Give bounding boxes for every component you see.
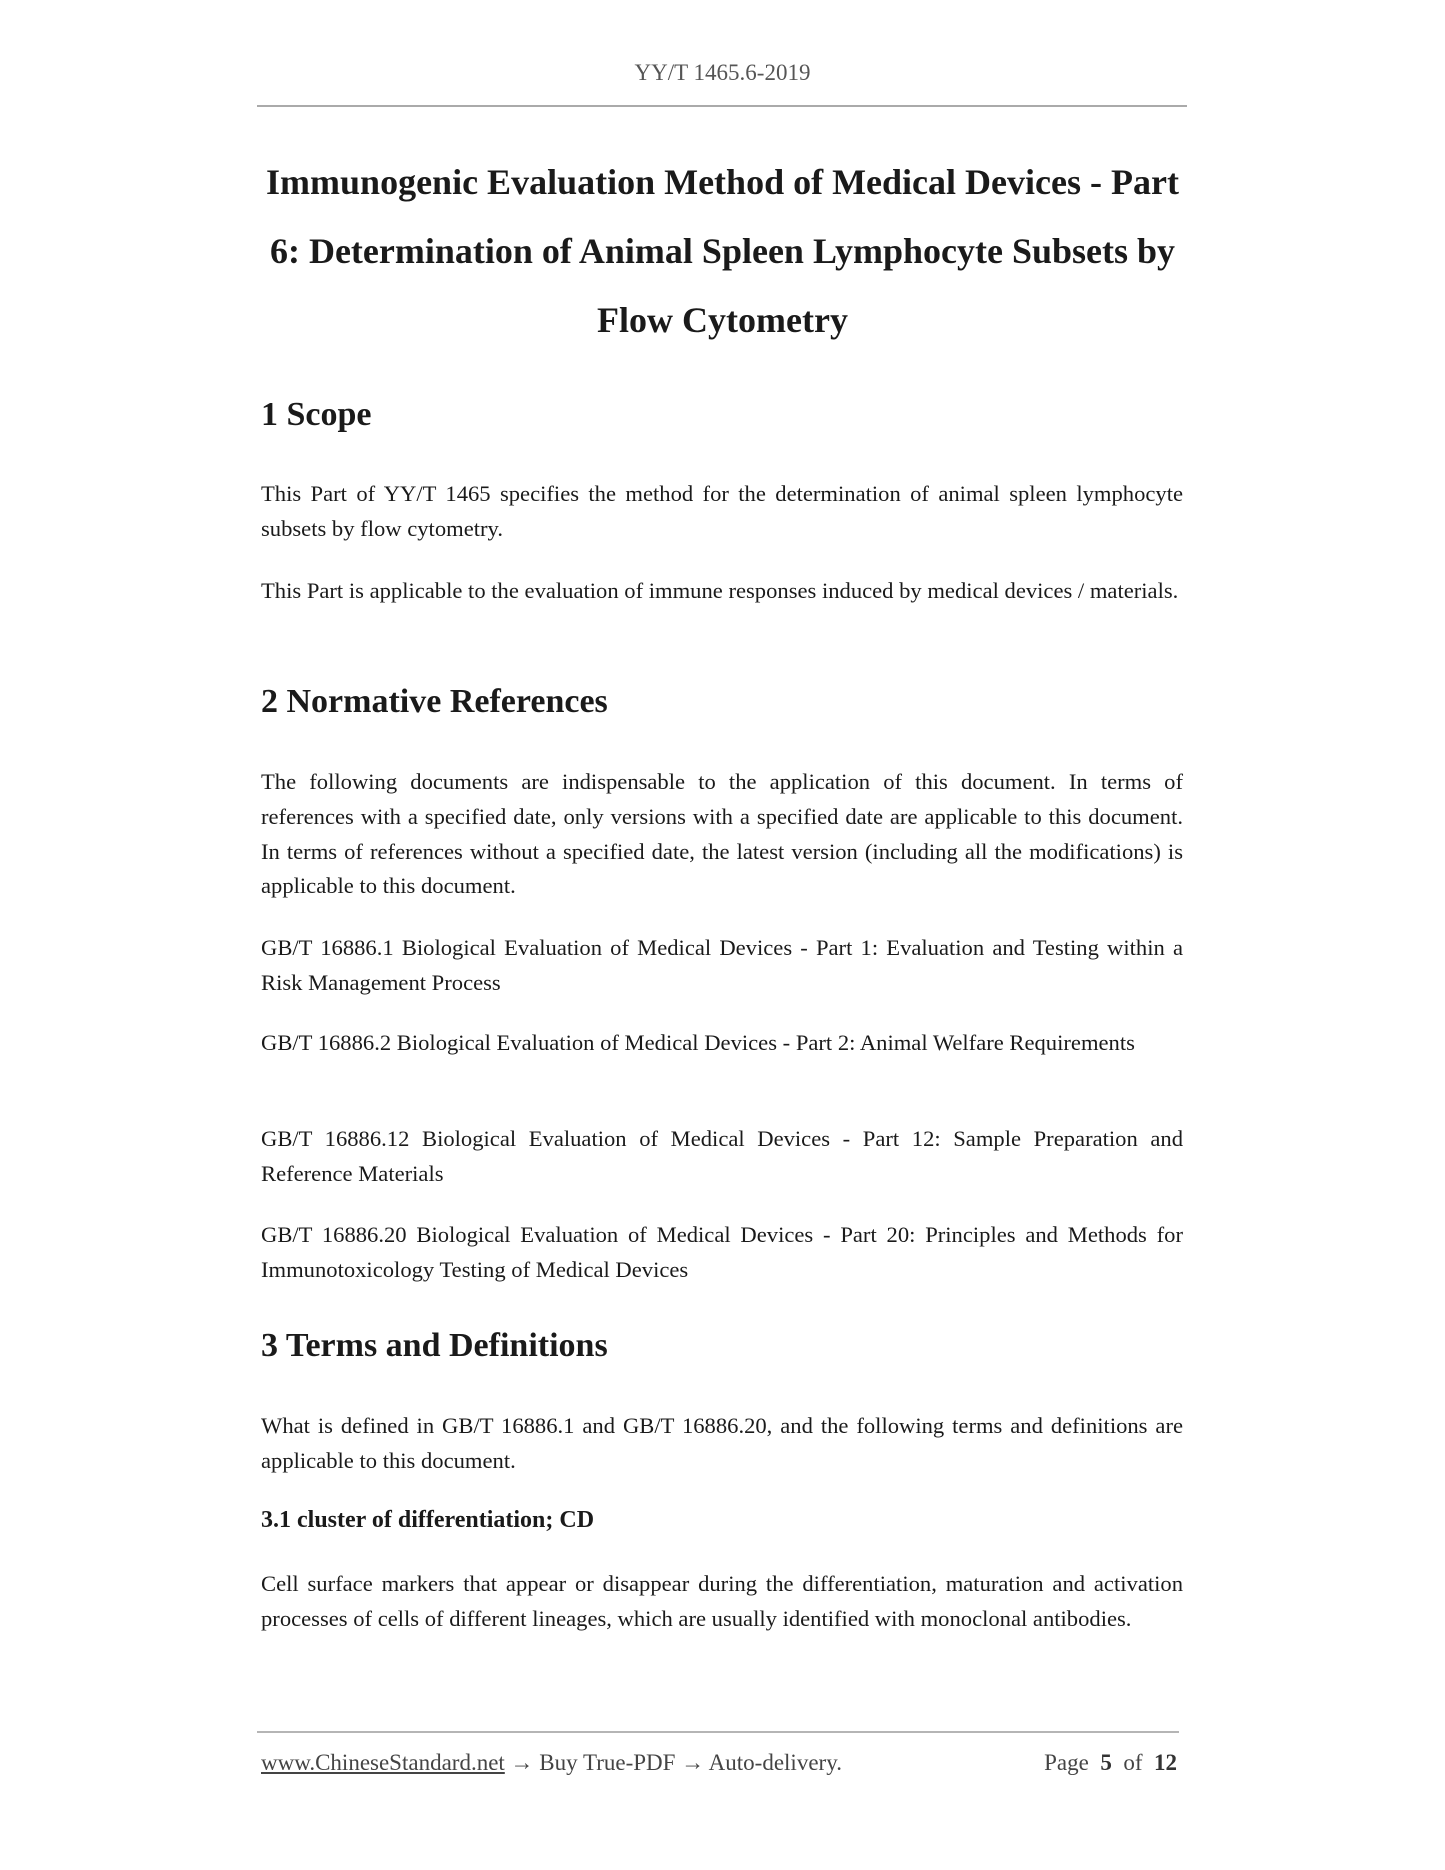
subsection-heading: 3.1 cluster of differentiation; CD <box>261 1507 595 1533</box>
arrow-icon: → <box>510 1750 534 1775</box>
footer <box>261 1750 1183 1776</box>
delivery-text: Auto-delivery. <box>708 1750 842 1775</box>
footer-divider <box>257 1731 1179 1733</box>
running-header: YY/T 1465.6-2019 <box>634 60 811 85</box>
header-divider <box>257 105 1187 107</box>
page-label: Page <box>1044 1750 1089 1775</box>
paragraph: What is defined in GB/T 16886.1 and GB/T 16886.20, and the following terms and definitions are applicable to this document. <box>261 1413 1183 1473</box>
section-heading-scope: 1 Scope <box>261 396 372 433</box>
section-heading-normative-references: 2 Normative References <box>261 683 608 720</box>
page-number: 5 <box>1100 1750 1112 1775</box>
buy-link-text: Buy True-PDF <box>539 1750 676 1775</box>
section-heading-terms: 3 Terms and Definitions <box>261 1327 608 1364</box>
paragraph: Cell surface markers that appear or disappear during the differentiation, maturation and activation processes of cells of different lineages, which are usually identified with monoclonal antibodies. <box>261 1571 1183 1631</box>
reference-item: GB/T 16886.2 Biological Evaluation of Medical Devices - Part 2: Animal Welfare Requirements <box>261 1030 1135 1055</box>
reference-item: GB/T 16886.1 Biological Evaluation of Medical Devices - Part 1: Evaluation and Testing within a Risk Management Process <box>261 935 1183 995</box>
reference-item: GB/T 16886.12 Biological Evaluation of Medical Devices - Part 12: Sample Preparation and Reference Materials <box>261 1126 1183 1186</box>
page-indicator <box>1044 1750 1177 1776</box>
paragraph: The following documents are indispensable to the application of this document. In terms of references with a specified date, only versions with a specified date are applicable to this document. In terms of references without a specified date, the latest version (including all the modifications) is applicable to this document. <box>261 769 1183 899</box>
of-label: of <box>1123 1750 1143 1775</box>
website-link[interactable]: www.ChineseStandard.net <box>261 1750 505 1775</box>
document-title: Immunogenic Evaluation Method of Medical Devices - Part 6: Determination of Animal Spleen Lymphocyte Subsets by Flow Cytometry <box>266 162 1179 340</box>
paragraph: This Part is applicable to the evaluation of immune responses induced by medical devices / materials. <box>261 578 1179 603</box>
arrow-icon: → <box>681 1750 705 1775</box>
page-total: 12 <box>1154 1750 1177 1775</box>
reference-item: GB/T 16886.20 Biological Evaluation of Medical Devices - Part 20: Principles and Methods for Immunotoxicology Testing of Medical Devices <box>261 1222 1183 1282</box>
paragraph: This Part of YY/T 1465 specifies the method for the determination of animal spleen lymphocyte subsets by flow cytometry. <box>261 481 1183 541</box>
